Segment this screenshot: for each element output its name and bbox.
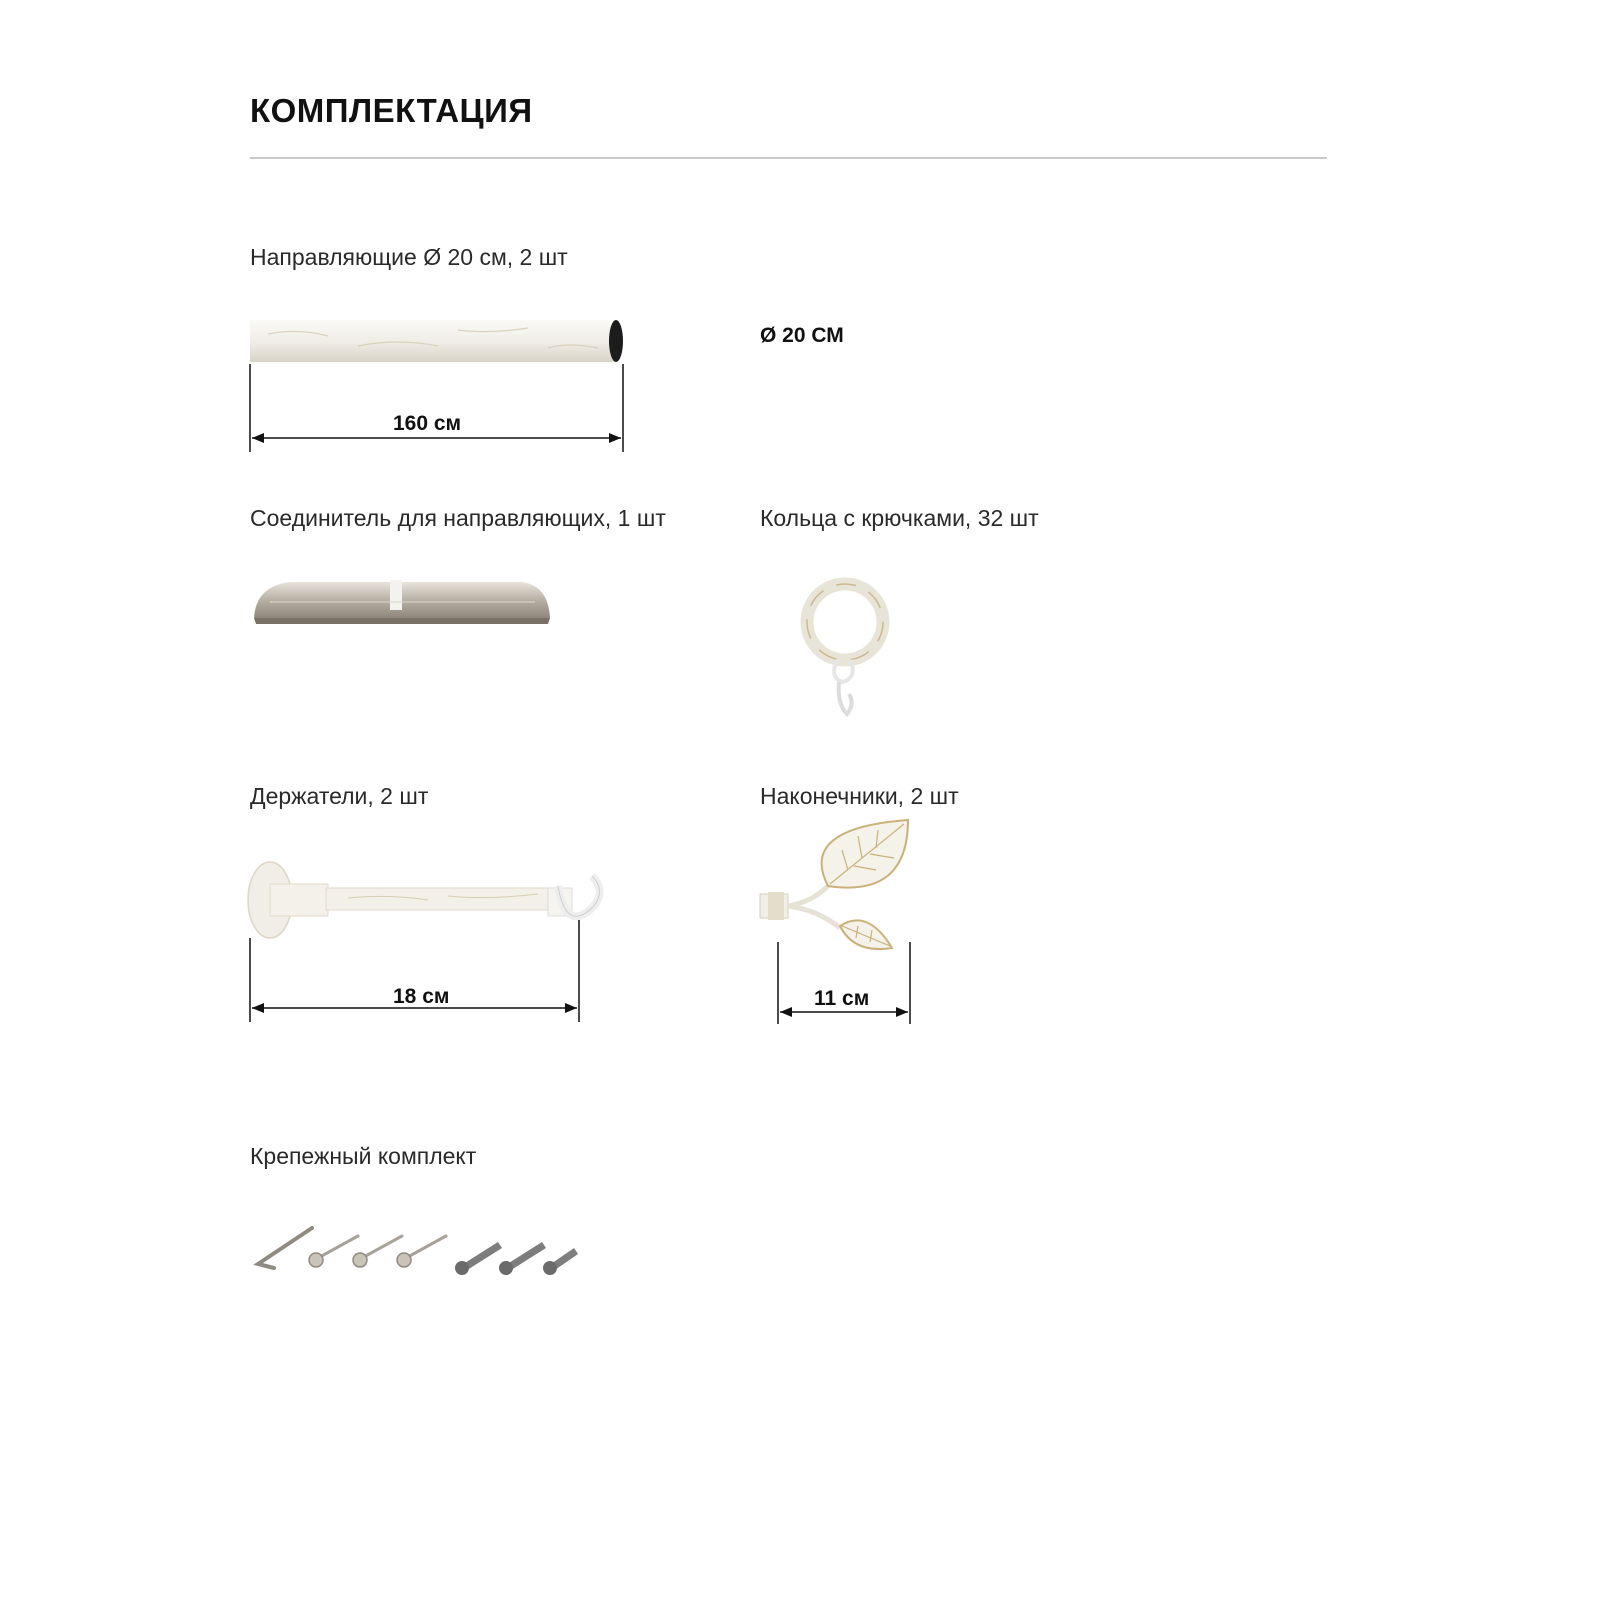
hex-key-icon	[258, 1228, 312, 1268]
finial-length-label: 11 см	[814, 987, 870, 1010]
holder-length-label: 18 см	[393, 985, 450, 1008]
rail-length-label: 160 см	[393, 412, 462, 435]
connector-image	[250, 574, 555, 626]
rings-label: Кольца с крючками, 32 шт	[760, 505, 1039, 531]
title-divider	[250, 157, 1327, 159]
fasteners-label: Крепежный комплект	[250, 1143, 477, 1169]
rails-label: Направляющие Ø 20 см, 2 шт	[250, 244, 568, 270]
holders-label: Держатели, 2 шт	[250, 783, 429, 809]
page-title: КОМПЛЕКТАЦИЯ	[250, 92, 533, 129]
wall-plug-icon	[460, 1242, 578, 1272]
rail-diameter-label: Ø 20 СМ	[760, 324, 844, 347]
connector-label: Соединитель для направляющих, 1 шт	[250, 505, 666, 531]
ring-image	[795, 574, 895, 734]
screw-icon	[318, 1236, 446, 1258]
finials-label: Наконечники, 2 шт	[760, 783, 959, 809]
fasteners-image	[250, 1224, 580, 1284]
